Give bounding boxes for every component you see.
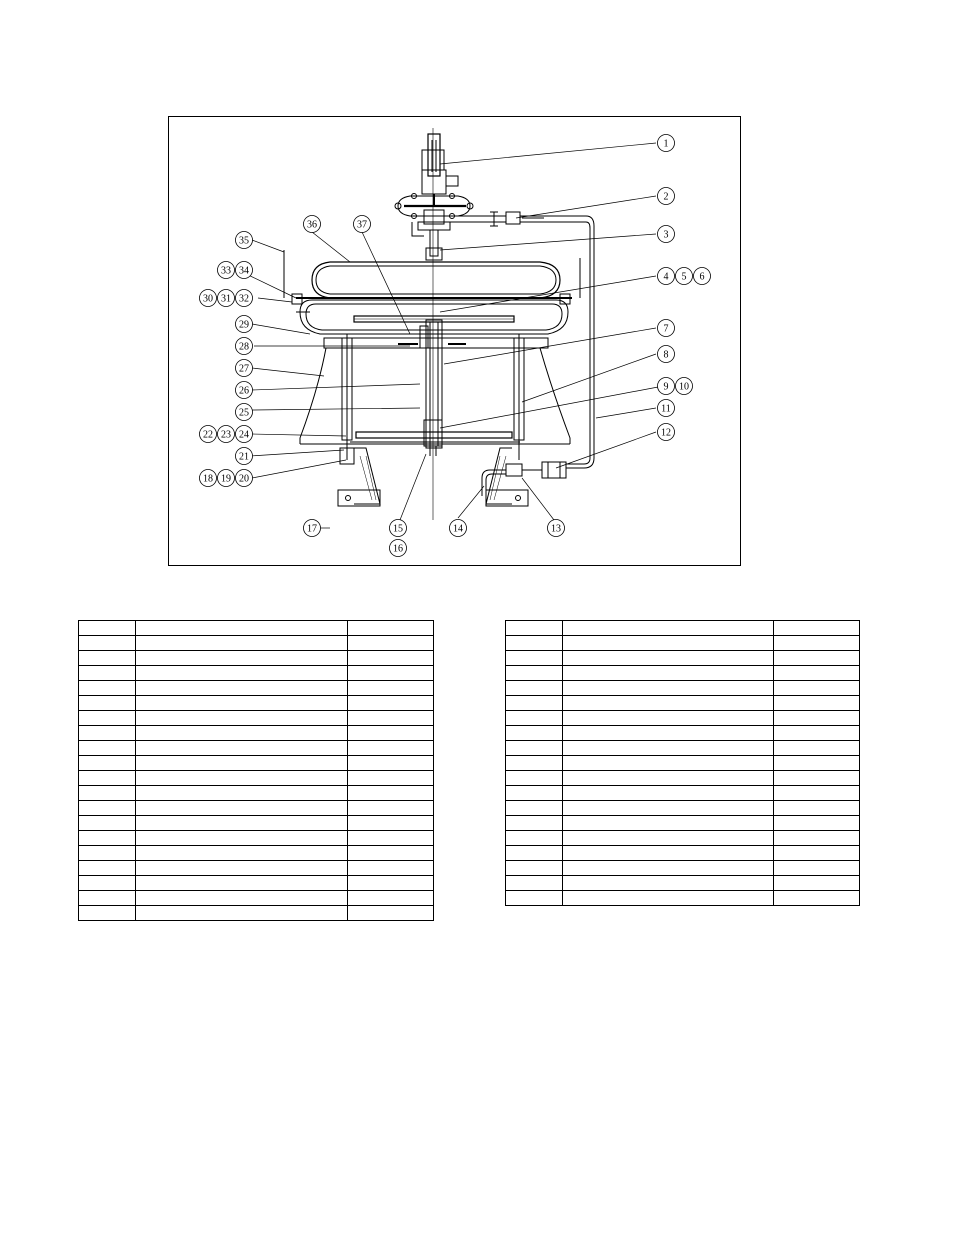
table-cell (563, 636, 774, 651)
table-cell (348, 651, 434, 666)
table-row (506, 861, 860, 876)
table-cell (774, 636, 860, 651)
table-cell (563, 786, 774, 801)
callout-number-20: 20 (239, 473, 249, 485)
table-cell (79, 741, 136, 756)
table-row (506, 771, 860, 786)
table-row (506, 651, 860, 666)
table-cell (774, 846, 860, 861)
table-cell (506, 756, 563, 771)
table-row (506, 696, 860, 711)
callout-number-22: 22 (203, 429, 213, 441)
valve-body (242, 128, 674, 528)
table-cell (136, 636, 348, 651)
callout-number-14: 14 (453, 523, 463, 535)
callout-number-17: 17 (307, 523, 317, 535)
table-row (506, 741, 860, 756)
table-cell (506, 831, 563, 846)
table-cell (79, 876, 136, 891)
table-cell (506, 801, 563, 816)
table-row (79, 786, 434, 801)
table-cell (506, 861, 563, 876)
table-cell (774, 801, 860, 816)
callout-number-5: 5 (681, 271, 687, 283)
callout-number-25: 25 (239, 407, 249, 419)
table-cell (79, 786, 136, 801)
table-row (79, 801, 434, 816)
parts-list-table-left (78, 620, 434, 921)
callout-number-27: 27 (239, 363, 249, 375)
callout-number-28: 28 (239, 341, 249, 353)
table-cell (348, 846, 434, 861)
callout-number-15: 15 (393, 523, 403, 535)
callout-number-16: 16 (393, 543, 403, 555)
table-cell (136, 756, 348, 771)
table-row (506, 876, 860, 891)
table-cell (79, 891, 136, 906)
table-cell (563, 771, 774, 786)
table-cell (563, 651, 774, 666)
table-cell (563, 621, 774, 636)
table-row (506, 726, 860, 741)
table-cell (348, 666, 434, 681)
table-cell (348, 681, 434, 696)
table-row (79, 726, 434, 741)
callout-number-32: 32 (239, 293, 249, 305)
callout-number-3: 3 (663, 229, 669, 241)
table-cell (563, 726, 774, 741)
table-cell (506, 636, 563, 651)
table-cell (136, 621, 348, 636)
table-cell (136, 831, 348, 846)
table-cell (563, 816, 774, 831)
table-cell (79, 666, 136, 681)
table-cell (136, 846, 348, 861)
table-cell (348, 741, 434, 756)
table-cell (506, 846, 563, 861)
table-cell (348, 786, 434, 801)
table-cell (136, 651, 348, 666)
callout-number-35: 35 (239, 235, 249, 247)
callout-number-37: 37 (357, 219, 367, 231)
table-cell (79, 846, 136, 861)
table-row (506, 816, 860, 831)
table-cell (136, 786, 348, 801)
table-cell (506, 741, 563, 756)
table-row (79, 741, 434, 756)
callout-number-34: 34 (239, 265, 249, 277)
table-row (506, 711, 860, 726)
callout-number-30: 30 (203, 293, 213, 305)
table-cell (563, 741, 774, 756)
table-cell (563, 756, 774, 771)
table-cell (774, 621, 860, 636)
table-row (79, 711, 434, 726)
parts-list-table-right (505, 620, 860, 906)
table-cell (563, 831, 774, 846)
table-cell (348, 831, 434, 846)
callout-number-10: 10 (679, 381, 689, 393)
table-cell (774, 831, 860, 846)
callout-number-1: 1 (663, 138, 669, 150)
table-cell (563, 681, 774, 696)
table-cell (506, 666, 563, 681)
table-cell (79, 621, 136, 636)
table-cell (348, 771, 434, 786)
table-cell (774, 786, 860, 801)
table-cell (79, 831, 136, 846)
table-cell (774, 666, 860, 681)
table-cell (348, 726, 434, 741)
table-cell (563, 696, 774, 711)
table-cell (348, 621, 434, 636)
table-cell (136, 816, 348, 831)
callout-number-24: 24 (239, 429, 249, 441)
table-cell (774, 711, 860, 726)
callout-number-21: 21 (239, 451, 249, 463)
table-cell (774, 741, 860, 756)
table-cell (506, 726, 563, 741)
table-row (79, 816, 434, 831)
table-cell (348, 876, 434, 891)
callout-number-7: 7 (663, 323, 669, 335)
table-cell (79, 726, 136, 741)
callout-number-36: 36 (307, 219, 317, 231)
table-row (506, 786, 860, 801)
table-row (506, 756, 860, 771)
table-cell (563, 861, 774, 876)
table-cell (136, 861, 348, 876)
table-cell (136, 771, 348, 786)
table-cell (774, 891, 860, 906)
table-cell (79, 756, 136, 771)
table-cell (79, 711, 136, 726)
table-cell (348, 861, 434, 876)
table-cell (506, 891, 563, 906)
callout-balloons (200, 135, 711, 557)
table-row (506, 681, 860, 696)
table-cell (79, 816, 136, 831)
table-row (506, 621, 860, 636)
table-cell (506, 696, 563, 711)
callout-number-31: 31 (221, 293, 231, 305)
callout-number-4: 4 (663, 271, 669, 283)
table-cell (506, 786, 563, 801)
table-cell (563, 891, 774, 906)
callout-number-11: 11 (661, 403, 671, 415)
table-cell (506, 771, 563, 786)
table-cell (774, 876, 860, 891)
table-cell (79, 801, 136, 816)
table-row (79, 906, 434, 921)
table-row (506, 891, 860, 906)
table-cell (348, 906, 434, 921)
table-cell (563, 711, 774, 726)
drawing-frame (169, 117, 741, 566)
table-row (79, 846, 434, 861)
table-cell (136, 666, 348, 681)
table-cell (774, 726, 860, 741)
table-cell (774, 681, 860, 696)
table-row (79, 636, 434, 651)
callout-number-6: 6 (699, 271, 705, 283)
table-cell (79, 861, 136, 876)
table-cell (506, 681, 563, 696)
table-cell (774, 651, 860, 666)
table-row (506, 831, 860, 846)
table-cell (774, 771, 860, 786)
table-row (506, 636, 860, 651)
table-row (79, 681, 434, 696)
table-row (79, 696, 434, 711)
callout-number-2: 2 (663, 191, 669, 203)
table-cell (348, 696, 434, 711)
table-cell (774, 696, 860, 711)
table-row (79, 756, 434, 771)
table-cell (563, 876, 774, 891)
table-cell (79, 651, 136, 666)
callout-number-8: 8 (663, 349, 669, 361)
callout-number-9: 9 (663, 381, 669, 393)
table-row (506, 801, 860, 816)
table-cell (348, 636, 434, 651)
table-row (79, 891, 434, 906)
table-cell (136, 741, 348, 756)
table-cell (79, 771, 136, 786)
callout-number-13: 13 (551, 523, 561, 535)
callout-number-26: 26 (239, 385, 249, 397)
table-cell (136, 891, 348, 906)
table-cell (136, 711, 348, 726)
callout-number-29: 29 (239, 319, 249, 331)
table-cell (506, 651, 563, 666)
table-row (79, 651, 434, 666)
table-cell (774, 861, 860, 876)
table-cell (136, 726, 348, 741)
table-row (79, 621, 434, 636)
table-cell (506, 816, 563, 831)
table-cell (136, 876, 348, 891)
table-cell (563, 666, 774, 681)
table-cell (136, 801, 348, 816)
table-cell (774, 816, 860, 831)
table-cell (79, 696, 136, 711)
table-cell (348, 756, 434, 771)
table-cell (136, 906, 348, 921)
table-cell (563, 846, 774, 861)
table-cell (79, 906, 136, 921)
table-row (506, 846, 860, 861)
table-cell (506, 711, 563, 726)
table-cell (348, 891, 434, 906)
callout-number-23: 23 (221, 429, 231, 441)
table-row (79, 666, 434, 681)
callout-number-33: 33 (221, 265, 231, 277)
table-cell (136, 696, 348, 711)
table-cell (79, 681, 136, 696)
table-cell (79, 636, 136, 651)
table-row (79, 771, 434, 786)
table-row (79, 861, 434, 876)
callout-number-12: 12 (661, 427, 671, 439)
table-cell (774, 756, 860, 771)
table-cell (136, 681, 348, 696)
table-cell (348, 816, 434, 831)
table-row (506, 666, 860, 681)
table-row (79, 831, 434, 846)
table-cell (348, 711, 434, 726)
table-row (79, 876, 434, 891)
table-cell (563, 801, 774, 816)
table-cell (506, 876, 563, 891)
table-cell (506, 621, 563, 636)
callout-number-19: 19 (221, 473, 231, 485)
callout-number-18: 18 (203, 473, 213, 485)
table-cell (348, 801, 434, 816)
